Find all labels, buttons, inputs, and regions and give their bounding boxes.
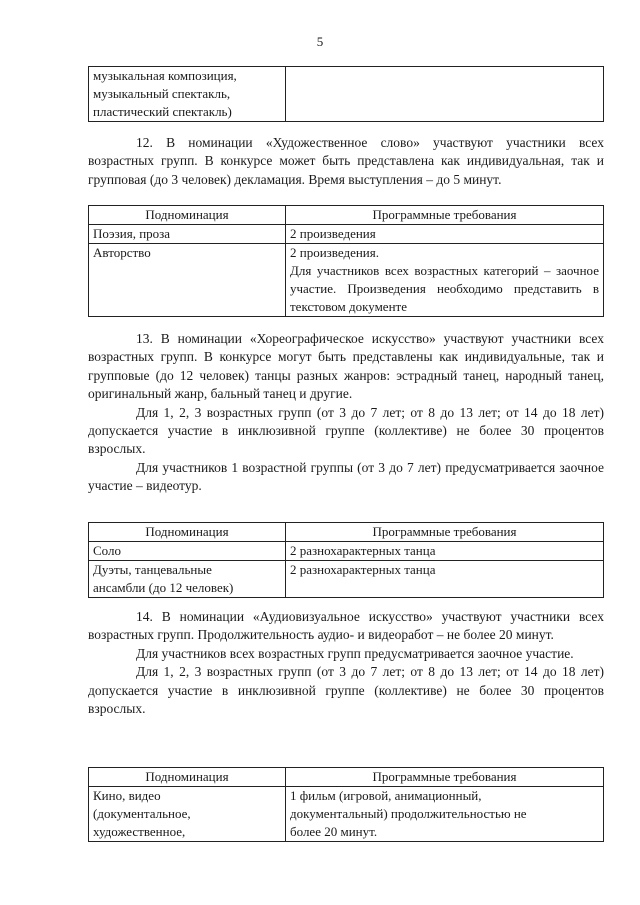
header-cell: Подноминация (89, 206, 286, 225)
header-cell: Программные требования (286, 206, 604, 225)
cell-line: ансамбли (до 12 человек) (93, 580, 234, 595)
paragraph-text: Для участников всех возрастных групп предусматривается заочное участие. (136, 645, 574, 661)
table-cell (286, 787, 604, 842)
header-cell: Программные требования (286, 768, 604, 787)
cell-line: музыкальный спектакль, (93, 86, 231, 101)
paragraph-13 (88, 330, 604, 496)
paragraph-text: 14. В номинации «Аудиовизуальное искусство» участвуют участники всех возрастных групп. Продолжительность аудио- и видеоработ – не более 20 минут. (88, 609, 604, 643)
cell-line: Дуэты, танцевальные (93, 562, 212, 577)
cell-line: Для участников всех возрастных категорий – заочное участие. Произведения необходимо представить в текстовом документе (290, 263, 599, 314)
table-cell (89, 67, 286, 122)
header-cell: Программные требования (286, 523, 604, 542)
paragraph-text: 13. В номинации «Хореографическое искусство» участвуют участники всех возрастных групп. В конкурсе могут быть представлены как индивидуальные, так и групповые (до 12 человек) танцы разных жанров: эстрадный танец, народный танец, оригинальный жанр, бальный танец и другие. (88, 331, 604, 402)
paragraph-14 (88, 608, 604, 718)
paragraph-12 (88, 134, 604, 189)
header-cell: Подноминация (89, 523, 286, 542)
table-row (89, 542, 604, 561)
cell-line: 2 произведения. (290, 245, 379, 260)
cell-line: музыкальная композиция, (93, 68, 237, 83)
table-row (89, 225, 604, 244)
cell-line: пластический спектакль) (93, 104, 232, 119)
paragraph-text: Для участников 1 возрастной группы (от 3 до 7 лет) предусматривается заочное участие – видеотур. (88, 459, 604, 494)
table-cell (286, 67, 604, 122)
table-artistic-word (88, 205, 604, 317)
table-choreography (88, 522, 604, 598)
page-number: 5 (316, 34, 324, 49)
table-cell: Поэзия, проза (89, 225, 286, 244)
table-row (89, 244, 604, 317)
cell-line: документальный) продолжительностью не (290, 806, 527, 821)
table-header-row (89, 768, 604, 787)
paragraph-text: Для 1, 2, 3 возрастных групп (от 3 до 7 лет; от 8 до 13 лет; от 14 до 18 лет) допускается участие в инклюзивной группе (коллективе) не более 30 процентов взрослых. (88, 664, 604, 717)
table-cell (89, 787, 286, 842)
cell-line: более 20 минут. (290, 824, 378, 839)
paragraph-text: Для 1, 2, 3 возрастных групп (от 3 до 7 лет; от 8 до 13 лет; от 14 до 18 лет) допускается участие в инклюзивной группе (коллективе) не более 30 процентов взрослых. (88, 404, 604, 457)
cell-line: Кино, видео (93, 788, 161, 803)
cell-line: художественное, (93, 824, 186, 839)
paragraph-text: 12. В номинации «Художественное слово» участвуют участники всех возрастных групп. В конкурсе может быть представлена как индивидуальная, так и групповая (до 3 человек) декламация. Время выступления – до 5 минут. (88, 135, 604, 187)
table-cell: 2 произведения (286, 225, 604, 244)
table-row (89, 67, 604, 122)
header-cell: Подноминация (89, 768, 286, 787)
table-row (89, 787, 604, 842)
table-continuation (88, 66, 604, 122)
table-header-row (89, 206, 604, 225)
table-cell: 2 разнохарактерных танца (286, 561, 604, 598)
table-cell: 2 разнохарактерных танца (286, 542, 604, 561)
table-cell (89, 561, 286, 598)
table-cell (286, 244, 604, 317)
cell-line: 1 фильм (игровой, анимационный, (290, 788, 482, 803)
table-cell: Соло (89, 542, 286, 561)
cell-line: (документальное, (93, 806, 191, 821)
table-header-row (89, 523, 604, 542)
table-cell: Авторство (89, 244, 286, 317)
table-audiovisual (88, 767, 604, 842)
table-row (89, 561, 604, 598)
